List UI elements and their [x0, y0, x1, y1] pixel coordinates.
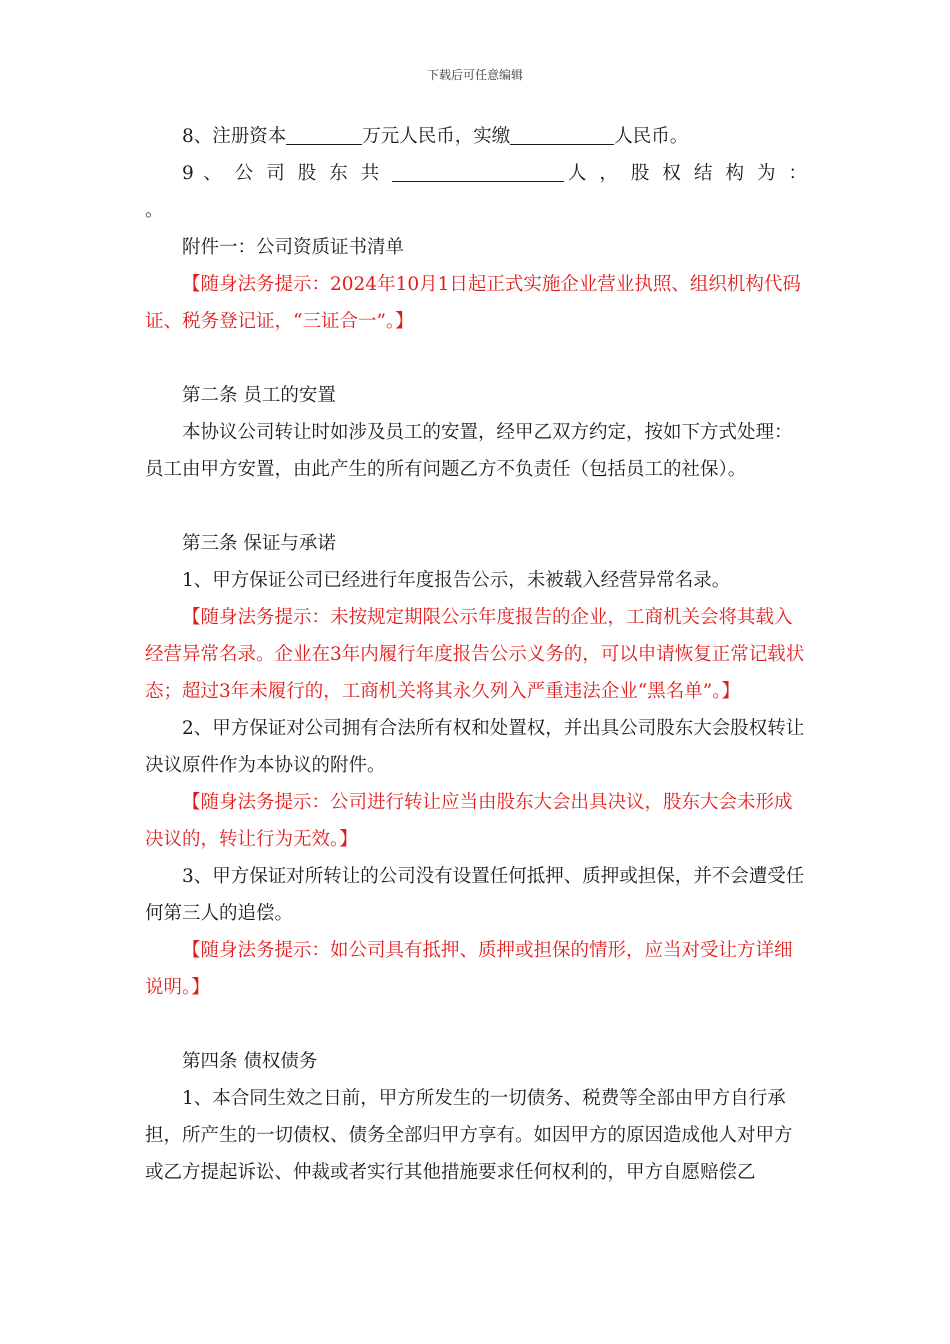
article-3-item-3: 3、甲方保证对所转让的公司没有设置任何抵押、质押或担保，并不会遭受任何第三人的追偿。	[145, 866, 805, 924]
clause-9-shareholders	[145, 155, 807, 192]
document-body	[145, 118, 807, 1191]
legal-tip-4: 【随身法务提示：如公司具有抵押、质押或担保的情形，应当对受让方详细说明。】	[145, 940, 793, 998]
attachment-1: 附件一：公司资质证书清单	[182, 237, 405, 258]
clause-9-text-a: 9 、 公 司 股 东 共	[182, 163, 383, 184]
clause-8-text-b: 万元人民币，实缴	[362, 126, 511, 147]
clause-8-text-a: 8、注册资本	[182, 126, 287, 147]
legal-tip-3: 【随身法务提示：公司进行转让应当由股东大会出具决议，股东大会未形成决议的，转让行为无效。】	[145, 792, 793, 850]
blank-field-paid-in[interactable]	[510, 122, 614, 145]
spacer	[145, 340, 807, 377]
legal-tip-1: 【随身法务提示：2024年10月1日起正式实施企业营业执照、组织机构代码证、税务登记证，“三证合一”。】	[145, 274, 801, 332]
clause-9-text-b: 人 ， 股 权 结 构 为 ：	[564, 163, 807, 184]
legal-tip-2: 【随身法务提示：未按规定期限公示年度报告的企业，工商机关会将其载入经营异常名录。企业在3年内履行年度报告公示义务的，可以申请恢复正常记载状态；超过3年未履行的，工商机关将其永久列入严重违法企业“黑名单”。】	[145, 607, 805, 702]
spacer	[145, 488, 807, 525]
clause-8-registered-capital	[145, 118, 807, 155]
clause-9-continuation: 。	[145, 200, 164, 221]
blank-field-shareholder-count[interactable]	[392, 159, 564, 182]
page-header: 下载后可任意编辑	[426, 68, 523, 82]
article-3-item-2: 2、甲方保证对公司拥有合法所有权和处置权，并出具公司股东大会股权转让决议原件作为本协议的附件。	[145, 718, 805, 776]
blank-field-registered-capital[interactable]	[286, 122, 362, 145]
article-4-item-1: 1、本合同生效之日前，甲方所发生的一切债务、税费等全部由甲方自行承担，所产生的一切债权、债务全部归甲方享有。如因甲方的原因造成他人对甲方或乙方提起诉讼、仲裁或者实行其他措施要求任何权利的，甲方自愿赔偿乙	[145, 1088, 793, 1183]
spacer	[145, 1006, 807, 1043]
article-3-item-1: 1、甲方保证公司已经进行年度报告公示，未被载入经营异常名录。	[182, 570, 731, 591]
article-2-body: 本协议公司转让时如涉及员工的安置，经甲乙双方约定，按如下方式处理：员工由甲方安置，由此产生的所有问题乙方不负责任（包括员工的社保）。	[145, 422, 793, 480]
article-4-title: 第四条 债权债务	[182, 1051, 318, 1072]
article-2-title: 第二条 员工的安置	[182, 385, 336, 406]
clause-8-text-c: 人民币。	[614, 126, 689, 147]
article-3-title: 第三条 保证与承诺	[182, 533, 336, 554]
